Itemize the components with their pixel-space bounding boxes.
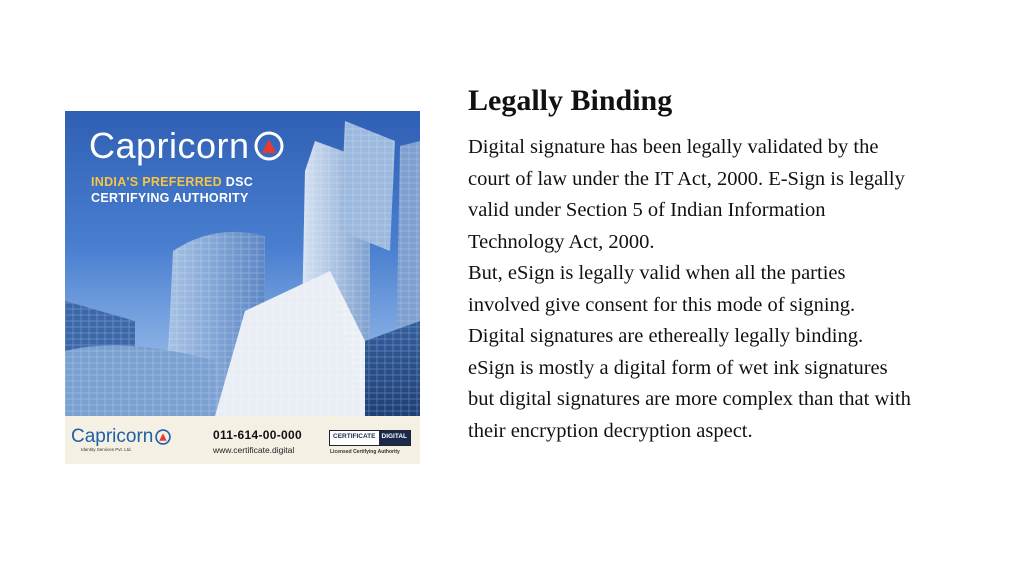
body-line: Technology Act, 2000.: [468, 230, 655, 253]
cert-logo-right: DIGITAL: [379, 431, 411, 445]
body-line: eSign is mostly a digital form of wet ink signatures: [468, 356, 888, 379]
tagline-line-2: CERTIFYING AUTHORITY: [91, 191, 249, 205]
footer-brand-name: Capricorn: [71, 426, 154, 447]
brand-name: Capricorn: [89, 125, 250, 166]
section-heading: Legally Binding: [468, 84, 673, 117]
body-line: Digital signature has been legally validated by the: [468, 136, 879, 158]
footer-brand-logo: [71, 426, 171, 448]
tagline-dsc: DSC: [225, 175, 254, 189]
body-line: valid under Section 5 of Indian Information: [468, 199, 826, 221]
section-body: [468, 132, 978, 447]
advertisement-banner: [65, 111, 420, 464]
certificate-digital-logo: [329, 430, 411, 446]
tagline-line-1: [91, 175, 253, 189]
tagline-preferred: INDIA'S PREFERRED: [91, 175, 226, 189]
banner-footer: [65, 416, 420, 464]
brand-logo: [89, 125, 284, 167]
footer-brand-subtitle: Identity Services Pvt. Ltd.: [81, 447, 132, 452]
licensed-authority-text: Licensed Certifying Authority: [330, 449, 400, 455]
brand-mark-icon: [254, 131, 284, 161]
city-skyline-image: [65, 111, 420, 416]
body-line: court of law under the IT Act, 2000. E-Sign is legally: [468, 167, 905, 190]
footer-brand-mark-icon: [155, 429, 171, 445]
body-line: involved give consent for this mode of signing.: [468, 293, 856, 316]
website-url: www.certificate.digital: [213, 445, 295, 455]
body-line: Digital signatures are ethereally legally binding.: [468, 325, 864, 347]
body-line: but digital signatures are more complex than that with: [468, 388, 911, 410]
phone-number: 011-614-00-000: [213, 428, 302, 442]
body-line: But, eSign is legally valid when all the parties: [468, 262, 846, 284]
body-line: their encryption decryption aspect.: [468, 419, 753, 442]
cert-logo-left: CERTIFICATE: [330, 431, 379, 445]
